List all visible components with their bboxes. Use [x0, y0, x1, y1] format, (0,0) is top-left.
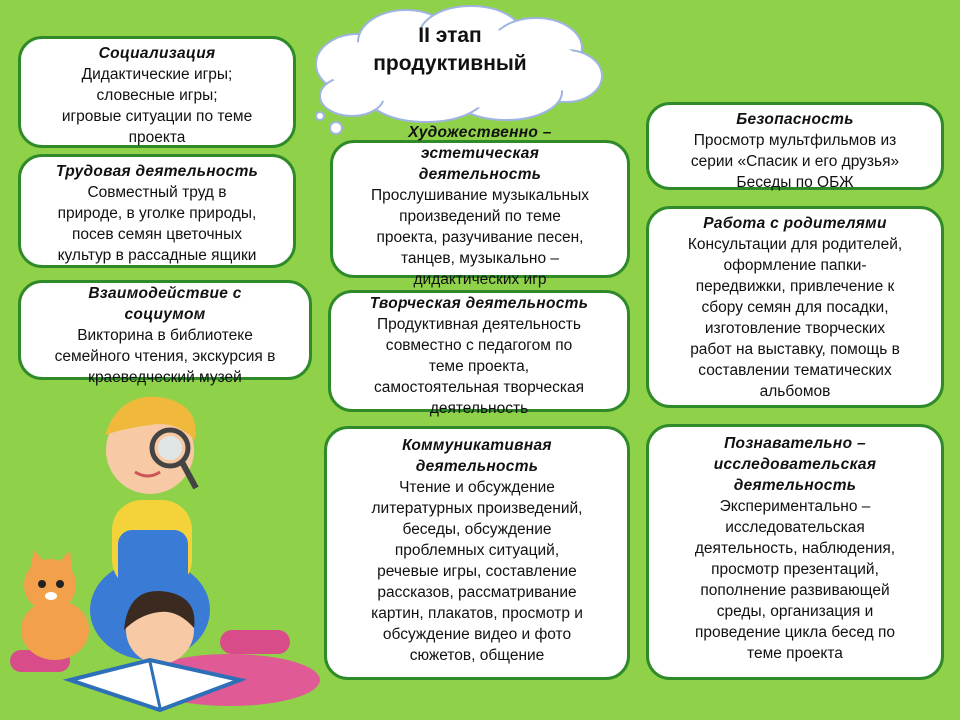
card-parents	[646, 206, 944, 408]
card-cognitive-body: Экспериментально – исследовательская деятельность, наблюдения, просмотр презентаций, пополнение развивающей среды, организация и проведение цикла бесед по теме проекта	[694, 498, 896, 662]
card-art-title: Художественно – эстетическая деятельность	[408, 124, 552, 183]
card-creative	[328, 290, 630, 417]
card-socialization	[18, 36, 296, 148]
card-safety-title: Безопасность	[736, 111, 854, 128]
card-socialization-title: Социализация	[98, 45, 216, 62]
card-society-body: Викторина в библиотеке семейного чтения, экскурсия в краеведческий музей	[54, 327, 276, 386]
stage-title: II этап продуктивный	[373, 24, 527, 75]
card-cognitive-title: Познавательно – исследовательская деятельность	[713, 435, 877, 494]
card-safety-body: Просмотр мультфильмов из серии «Спасик и его друзья» Беседы по ОБЖ	[690, 132, 900, 191]
card-art-body: Прослушивание музыкальных произведений по теме проекта, разучивание песен, танцев, музыкально – дидактических игр	[371, 187, 589, 288]
card-society	[18, 280, 312, 386]
card-labor-body: Совместный труд в природе, в уголке природы, посев семян цветочных культур в рассадные ящики	[57, 184, 257, 264]
card-parents-title: Работа с родителями	[703, 215, 887, 232]
kitten-figure	[21, 550, 89, 660]
card-parents-body: Консультации для родителей, оформление папки- передвижки, привлечение к сбору семян для посадки, изготовление творческих работ на выставку, помощь в составлении тематических альбомов	[687, 236, 903, 400]
card-socialization-body: Дидактические игры; словесные игры; игровые ситуации по теме проекта	[61, 66, 253, 146]
card-art-content	[333, 122, 627, 288]
card-cognitive	[646, 424, 944, 680]
card-communicative-body: Чтение и обсуждение литературных произведений, беседы, обсуждение проблемных ситуаций, речевые игры, составление рассказов, рассматривание картин, плакатов, просмотр и обсуждение видео и фото сюжетов, общение	[371, 479, 583, 664]
card-communicative	[324, 426, 630, 680]
children-illustration	[0, 380, 330, 720]
card-labor-title: Трудовая деятельность	[55, 163, 259, 180]
card-creative-title: Творческая деятельность	[369, 295, 589, 312]
card-society-title: Взаимодействие с социумом	[88, 285, 242, 323]
card-creative-body: Продуктивная деятельность совместно с педагогом по теме проекта, самостоятельная творческая деятельность	[373, 316, 584, 417]
card-labor	[18, 154, 296, 268]
card-communicative-title: Коммуникативная деятельность	[402, 437, 552, 475]
card-safety	[646, 102, 944, 190]
